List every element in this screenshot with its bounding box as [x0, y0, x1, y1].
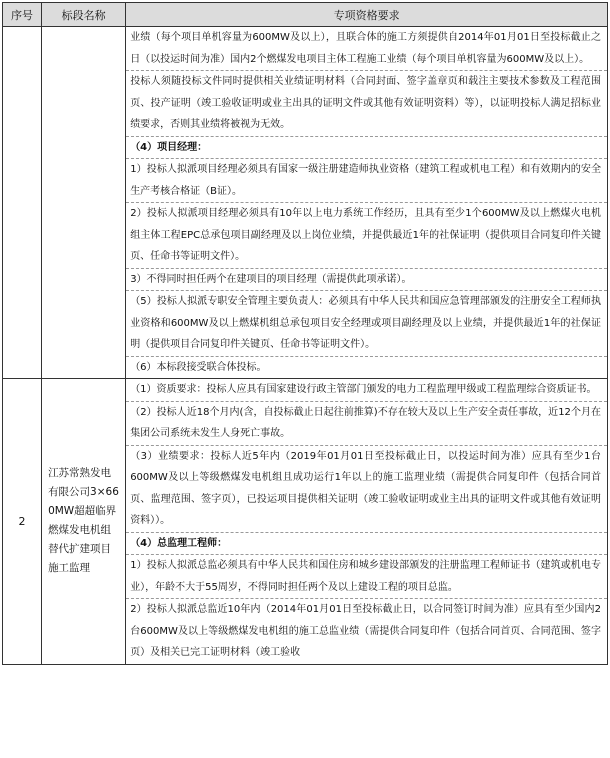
row-index — [3, 27, 42, 379]
requirement-heading: （4）总监理工程师： — [126, 533, 607, 556]
requirement-paragraph: （6）本标段接受联合体投标。 — [130, 361, 267, 373]
row-index: 2 — [3, 379, 42, 665]
requirement-paragraph: （2）投标人近18个月内(含，自投标截止日起往前推算)不存在较大及以上生产安全责任事故，近12个月在集团公司系统未发生人身死亡事故。 — [126, 402, 607, 446]
row-section-name — [42, 27, 126, 379]
requirement-paragraph: 业绩（每个项目单机容量为600MW及以上），且联合体的施工方须提供自2014年01月01日至投标截止之日（以投运时间为准）国内2个燃煤发电项目主体工程施工业绩（每个项目单机容量为600MW及以上）。 — [126, 27, 607, 71]
requirement-paragraph: 1）投标人拟派项目经理必须具有国家一级注册建造师执业资格（建筑工程或机电工程）和有效期内的安全生产考核合格证（B证）。 — [126, 159, 607, 203]
requirement-paragraph: 3）不得同时担任两个在建项目的项目经理（需提供此项承诺）。 — [126, 269, 607, 292]
requirement-paragraph: 2）投标人拟派项目经理必须具有10年以上电力系统工作经历，且具有至少1个600MW及以上燃煤火电机组主体工程EPC总承包项目副经理及以上岗位业绩，并提供最近1年的社保证明（提供项目合同复印件关键页、任命书等证明文件）。 — [126, 203, 607, 269]
header-requirements: 专项资格要求 — [126, 3, 608, 27]
requirement-paragraph: 2）投标人拟派总监近10年内（2014年01月01日至投标截止日，以合同签订时间为准）应具有至少国内2台600MW及以上等级燃煤发电机组的施工总监业绩（需提供合同复印件（包括合同首页、合同范围、签字页）及相关已完工证明材料（竣工验收 — [130, 604, 601, 658]
requirement-paragraph: （1）资质要求：投标人应具有国家建设行政主管部门颁发的电力工程监理甲级或工程监理综合资质证书。 — [126, 379, 607, 402]
qualification-table — [2, 2, 608, 665]
table-header-row — [3, 3, 608, 27]
requirement-paragraph: （5）投标人拟派专职安全管理主要负责人：必须具有中华人民共和国应急管理部颁发的注册安全工程师执业资格和600MW及以上燃煤机组总承包项目安全经理或项目副经理及以上业绩，并提供最近1年的社保证明（提供项目合同复印件关键页、任命书等证明文件）。 — [126, 291, 607, 357]
row-section-name: 江苏常熟发电有限公司3×660MW超超临界燃煤发电机组替代扩建项目施工监理 — [42, 379, 126, 665]
requirement-paragraph: 1）投标人拟派总监必须具有中华人民共和国住房和城乡建设部颁发的注册监理工程师证书（建筑或机电专业），年龄不大于55周岁，不得同时担任两个及以上建设工程的项目总监。 — [126, 555, 607, 599]
header-name: 标段名称 — [42, 3, 126, 27]
row-requirements — [126, 27, 608, 379]
requirement-heading: （4）项目经理： — [126, 137, 607, 160]
requirement-paragraph: （3）业绩要求：投标人近5年内（2019年01月01日至投标截止日，以投运时间为准）应具有至少1台600MW及以上等级燃煤发电机组且成功运行1年以上的施工监理业绩（需提供合同复印件（包括合同首页、监理范围、签字页），已投运项目提供相关证明（竣工验收证明或业主出具的证明文件或其他有效证明资料））。 — [126, 446, 607, 533]
table-row — [3, 379, 608, 665]
row-requirements — [126, 379, 608, 665]
header-index: 序号 — [3, 3, 42, 27]
table-row — [3, 27, 608, 379]
requirement-paragraph: 投标人须随投标文件同时提供相关业绩证明材料（合同封面、签字盖章页和载注主要技术参数及工程范围页、投产证明（竣工验收证明或业主出具的证明文件或其他有效证明资料）等），以证明投标人满足招标业绩要求，否则其业绩将被视为无效。 — [126, 71, 607, 137]
